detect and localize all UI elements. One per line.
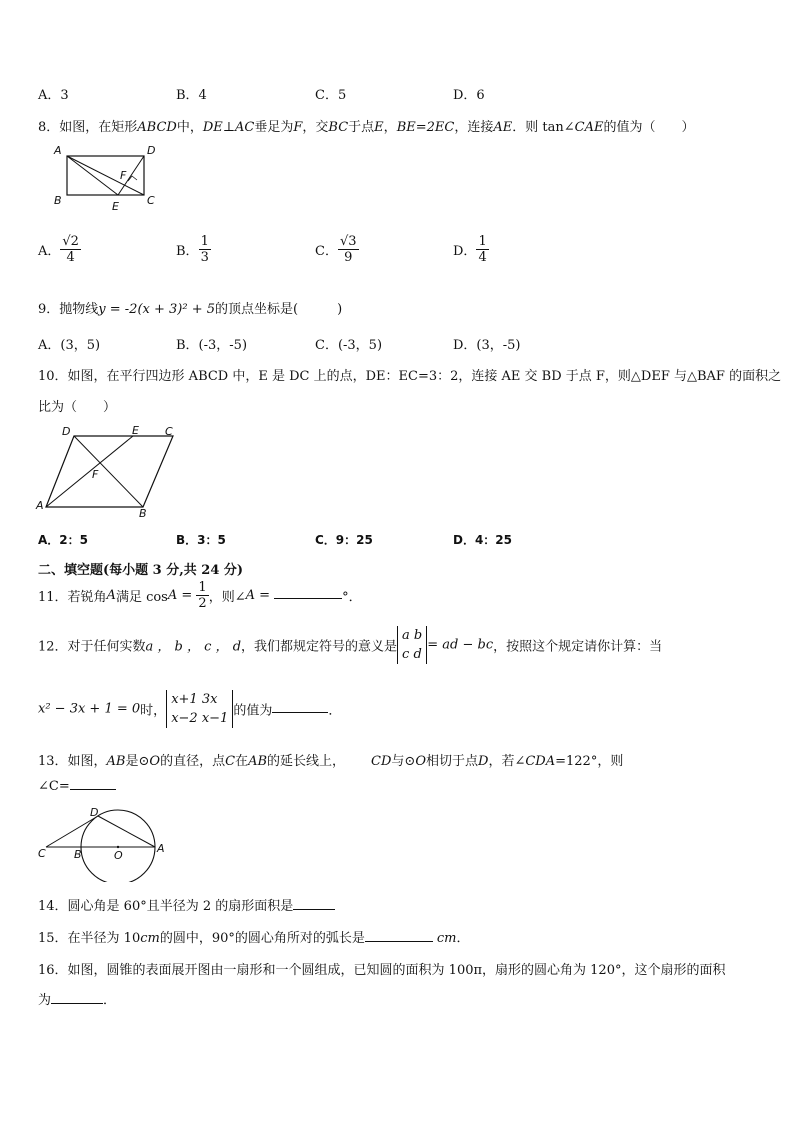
q16-answer-blank[interactable]: [51, 1002, 103, 1004]
q10-question-line2: 比为（ ）: [38, 400, 117, 415]
q11-answer-blank[interactable]: [274, 597, 342, 599]
q9-question: 9．抛物线y = -2(x + 3)² + 5的顶点坐标是( ): [38, 302, 343, 317]
q14-answer-blank[interactable]: [293, 908, 335, 910]
q9-option-c: C．(-3，5): [315, 338, 383, 353]
q12-determinant-expression: x+1 3x x−2 x−1: [166, 690, 233, 728]
q8-fig-label-f: F: [120, 169, 127, 182]
q10-fig-label-e: E: [132, 424, 139, 437]
q9-option-a: A．(3，5): [38, 338, 101, 353]
q13-question-line2: ∠C=: [38, 779, 116, 794]
q12-question-line2: x² − 3x + 1 = 0时， x+1 3x x−2 x−1 的值为 ．: [38, 692, 342, 726]
q13-fig-label-b: B: [74, 848, 82, 861]
q7-option-c: C．5: [315, 88, 347, 103]
q10-parallelogram-figure: [34, 420, 184, 518]
q8-option-d: D． $\frac{1}{4}$: [453, 234, 487, 265]
q8-option-b: B． $\frac{1}{3}$: [176, 234, 209, 265]
q10-fig-label-f: F: [92, 468, 99, 481]
q8-fig-label-c: C: [147, 194, 155, 207]
q13-fig-label-d: D: [90, 806, 99, 819]
q10-option-c: C．9：25: [315, 533, 373, 547]
q13-fig-label-o: O: [114, 849, 123, 862]
q10-option-a: A．2：5: [38, 533, 88, 547]
q10-fig-label-c: C: [165, 425, 173, 438]
q10-question-line1: 10．如图，在平行四边形 ABCD 中，E 是 DC 上的点，DE：EC=3：2，连接 AE 交 BD 于点 F，则△DEF 与△BAF 的面积之: [38, 369, 782, 384]
q7-option-a: A．3: [38, 88, 69, 103]
q15-answer-blank[interactable]: [365, 940, 433, 942]
q16-question-line1: 16．如图，圆锥的表面展开图由一扇形和一个圆组成，已知圆的面积为 100π，扇形的圆心角为 120°，这个扇形的面积: [38, 963, 726, 978]
q8-fig-label-e: E: [112, 200, 119, 213]
q13-circle-figure: [34, 806, 174, 882]
q13-answer-blank[interactable]: [70, 788, 116, 790]
q8-fig-label-d: D: [147, 144, 156, 157]
q8-fig-label-b: B: [54, 194, 62, 207]
q7-option-d: D．6: [453, 88, 485, 103]
q12-answer-blank[interactable]: [272, 711, 328, 713]
q8-option-a: A． $\frac{√2}{4}$: [38, 234, 79, 265]
q14-question: 14．圆心角是 60°且半径为 2 的扇形面积是: [38, 895, 335, 914]
q11-question: 11．若锐角A满足 cosA = $\frac{1}{2}$ ，则∠A = °．: [38, 580, 362, 611]
q8-fig-label-a: A: [54, 144, 62, 157]
q10-fig-label-b: B: [139, 507, 147, 518]
q13-fig-label-a: A: [157, 842, 165, 855]
q9-option-d: D．(3，-5): [453, 338, 521, 353]
q13-question-line1: 13．如图，AB是⊙O的直径，点C在AB的延长线上， CD与⊙O相切于点D，若∠CDA=122°，则: [38, 754, 624, 769]
q7-option-b: B．4: [176, 88, 207, 103]
q9-option-b: B．(-3，-5): [176, 338, 248, 353]
q10-fig-label-a: A: [36, 499, 44, 512]
q8-option-c: C． $\frac{√3}{9}$: [315, 234, 357, 265]
q10-option-d: D．4：25: [453, 533, 513, 547]
q12-determinant-definition: a b c d: [397, 626, 427, 664]
q10-option-b: B．3：5: [176, 533, 226, 547]
q16-question-line2: 为 ．: [38, 993, 117, 1008]
q15-question: 15．在半径为 10cm的圆中，90°的圆心角所对的弧长是 cm．: [38, 931, 470, 946]
q10-fig-label-d: D: [62, 425, 71, 438]
q12-question-line1: 12．对于任何实数a ， b ， c ， d，我们都规定符号的意义是 a b c d = ad − bc，按照这个规定请你计算：当: [38, 628, 663, 662]
q8-rectangle-figure: [48, 142, 168, 214]
q13-fig-label-c: C: [38, 847, 46, 860]
q8-question: 8．如图，在矩形ABCD中，DE⊥AC垂足为F，交BC于点E，BE=2EC，连接AE．则 tan∠CAE的值为（ ）: [38, 120, 695, 135]
section-heading-fill-in: 二、填空题(每小题 3 分,共 24 分): [38, 563, 244, 578]
